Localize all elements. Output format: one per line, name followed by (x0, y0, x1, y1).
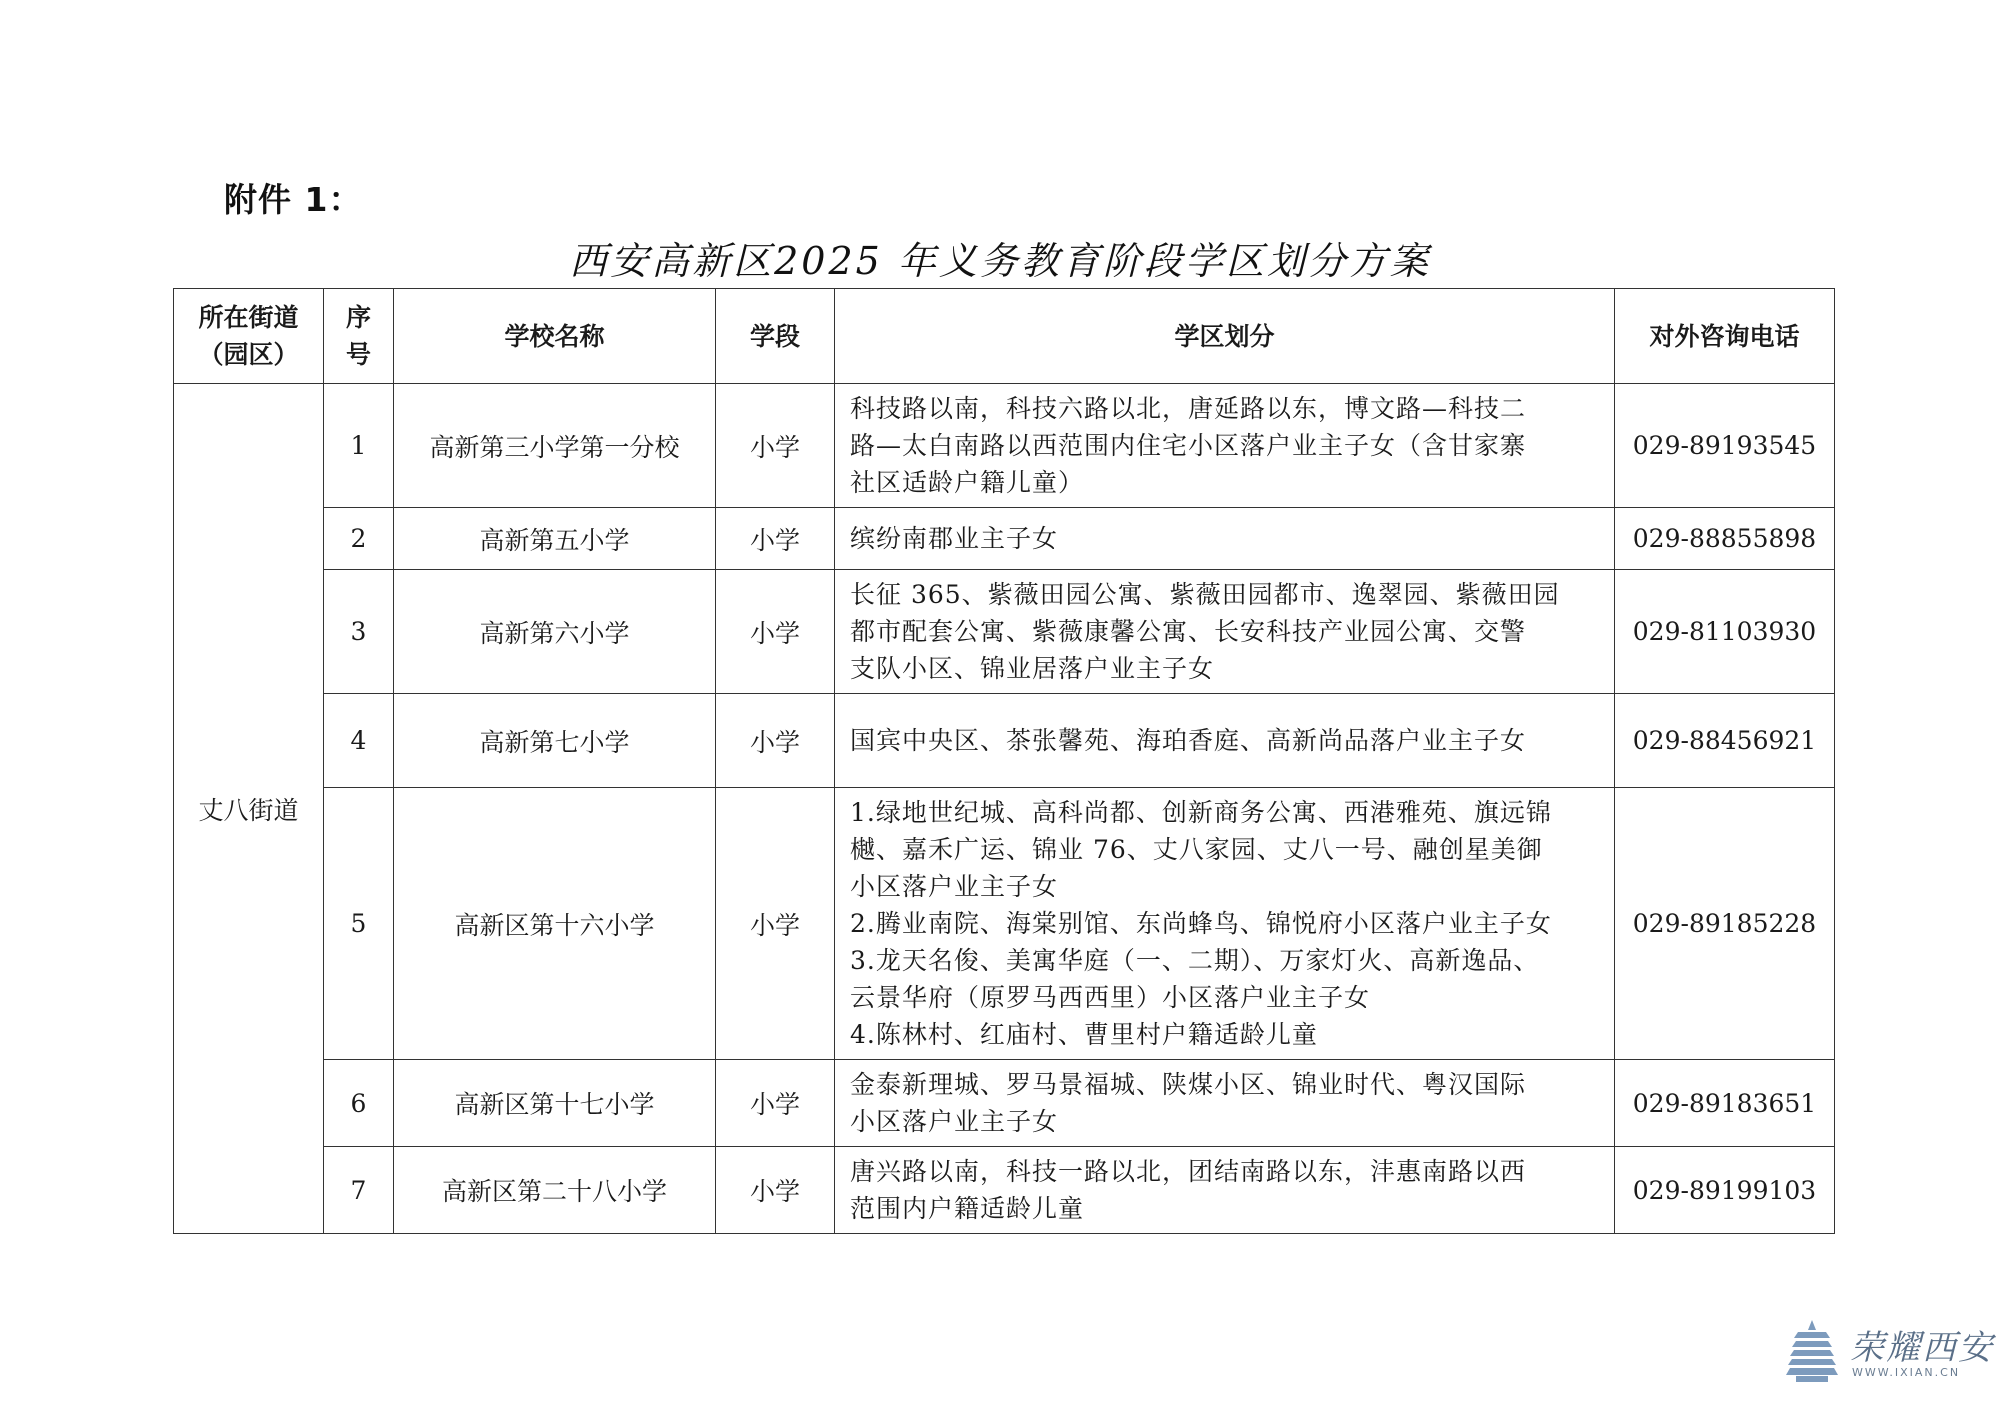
district-line: 支队小区、锦业居落户业主子女 (850, 654, 1215, 683)
row-school: 高新第五小学 (394, 508, 716, 570)
row-district (835, 384, 1615, 508)
row-phone: 029-89193545 (1615, 384, 1835, 508)
row-seq: 5 (324, 788, 394, 1060)
row-district (835, 1060, 1615, 1147)
district-line: 云景华府（原罗马西西里）小区落户业主子女 (850, 983, 1371, 1012)
row-phone: 029-81103930 (1615, 570, 1835, 694)
district-line: 范围内户籍适龄儿童 (850, 1194, 1085, 1223)
district-line: 社区适龄户籍儿童） (850, 468, 1085, 497)
document-title: 西安高新区2025 年义务教育阶段学区划分方案 (569, 239, 1431, 283)
row-phone: 029-88855898 (1615, 508, 1835, 570)
district-line: 金泰新理城、罗马景福城、陕煤小区、锦业时代、粤汉国际 (850, 1070, 1527, 1099)
row-school: 高新区第十六小学 (394, 788, 716, 1060)
row-district (835, 508, 1615, 570)
header-stage: 学段 (716, 289, 835, 384)
row-stage: 小学 (716, 384, 835, 508)
table-row (174, 570, 1835, 694)
row-school: 高新第七小学 (394, 694, 716, 788)
district-line: 小区落户业主子女 (850, 1107, 1059, 1136)
pagoda-logo-icon (1786, 1318, 1838, 1384)
district-line: 1.绿地世纪城、高科尚都、创新商务公寓、西港雅苑、旗远锦 (850, 798, 1552, 827)
header-school: 学校名称 (394, 289, 716, 384)
watermark-brand: 荣耀西安 (1850, 1328, 1994, 1368)
row-school: 高新区第二十八小学 (394, 1147, 716, 1234)
header-street (174, 289, 324, 384)
header-street-line1: 所在街道 (198, 303, 299, 332)
row-district (835, 694, 1615, 788)
row-seq: 1 (324, 384, 394, 508)
row-stage: 小学 (716, 1060, 835, 1147)
table-row (174, 508, 1835, 570)
district-line: 4.陈林村、红庙村、曹里村户籍适龄儿童 (850, 1020, 1318, 1049)
row-seq: 4 (324, 694, 394, 788)
row-district (835, 570, 1615, 694)
row-phone: 029-88456921 (1615, 694, 1835, 788)
district-line: 都市配套公寓、紫薇康馨公寓、长安科技产业园公寓、交警 (850, 617, 1527, 646)
row-seq: 2 (324, 508, 394, 570)
watermark-url: WWW.IXIAN.CN (1852, 1366, 1961, 1379)
header-street-line2: （园区） (198, 340, 299, 369)
row-seq: 7 (324, 1147, 394, 1234)
header-row (174, 289, 1835, 384)
district-line: 科技路以南，科技六路以北，唐延路以东，博文路—科技二 (850, 394, 1527, 423)
row-district (835, 1147, 1615, 1234)
header-phone: 对外咨询电话 (1615, 289, 1835, 384)
row-stage: 小学 (716, 570, 835, 694)
row-stage: 小学 (716, 508, 835, 570)
district-line: 2.腾业南院、海棠别馆、东尚蜂鸟、锦悦府小区落户业主子女 (850, 909, 1552, 938)
row-stage: 小学 (716, 1147, 835, 1234)
row-stage: 小学 (716, 788, 835, 1060)
district-line: 国宾中央区、茶张馨苑、海珀香庭、高新尚品落户业主子女 (850, 726, 1527, 755)
street-name: 丈八街道 (174, 384, 324, 1234)
row-phone: 029-89183651 (1615, 1060, 1835, 1147)
district-line: 缤纷南郡业主子女 (850, 524, 1059, 553)
header-seq-line2: 号 (345, 340, 371, 369)
row-stage: 小学 (716, 694, 835, 788)
school-district-table (173, 288, 1835, 1234)
row-seq: 6 (324, 1060, 394, 1147)
header-district: 学区划分 (835, 289, 1615, 384)
watermark (1782, 1318, 1994, 1384)
header-seq (324, 289, 394, 384)
table-row (174, 694, 1835, 788)
table-row (174, 1147, 1835, 1234)
row-seq: 3 (324, 570, 394, 694)
table-row (174, 788, 1835, 1060)
row-phone: 029-89199103 (1615, 1147, 1835, 1234)
attachment-label: 附件 1： (224, 180, 363, 219)
header-seq-line1: 序 (345, 303, 371, 332)
district-line: 长征 365、紫薇田园公寓、紫薇田园都市、逸翠园、紫薇田园 (850, 580, 1560, 609)
row-school: 高新第六小学 (394, 570, 716, 694)
district-line: 小区落户业主子女 (850, 872, 1059, 901)
row-district (835, 788, 1615, 1060)
district-line: 樾、嘉禾广运、锦业 76、丈八家园、丈八一号、融创星美御 (850, 835, 1543, 864)
table-row (174, 384, 1835, 508)
district-line: 路—太白南路以西范围内住宅小区落户业主子女（含甘家寨 (850, 431, 1527, 460)
row-school: 高新区第十七小学 (394, 1060, 716, 1147)
row-school: 高新第三小学第一分校 (394, 384, 716, 508)
district-line: 3.龙天名俊、美寓华庭（一、二期）、万家灯火、高新逸品、 (850, 946, 1540, 975)
table-row (174, 1060, 1835, 1147)
row-phone: 029-89185228 (1615, 788, 1835, 1060)
district-line: 唐兴路以南，科技一路以北，团结南路以东，沣惠南路以西 (850, 1157, 1527, 1186)
